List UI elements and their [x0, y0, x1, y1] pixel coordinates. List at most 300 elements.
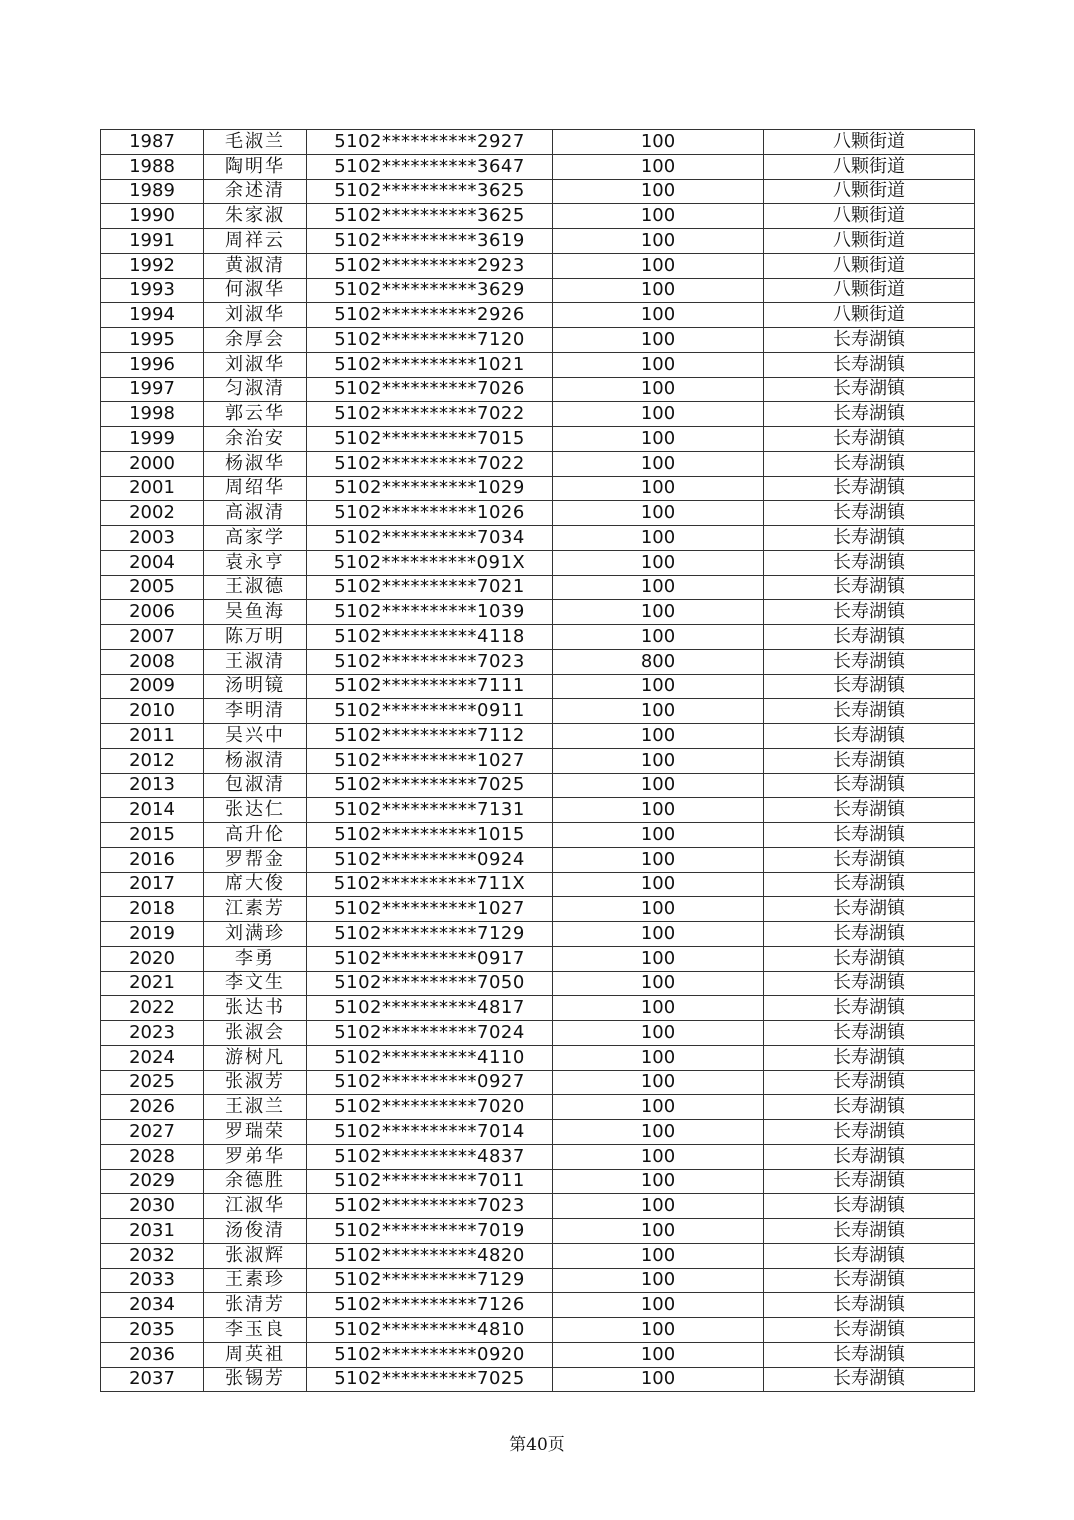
id-number-cell: 5102**********7025: [307, 1367, 553, 1392]
serial-number-cell: 1996: [101, 352, 204, 377]
serial-number-cell: 2037: [101, 1367, 204, 1392]
town-cell: 八颗街道: [764, 303, 975, 328]
serial-number-cell: 2006: [101, 600, 204, 625]
name-cell: 李勇: [204, 946, 307, 971]
amount-cell: 100: [553, 253, 764, 278]
name-cell: 王淑兰: [204, 1095, 307, 1120]
name-cell: 周绍华: [204, 476, 307, 501]
table-row: [101, 600, 975, 625]
table-row: [101, 377, 975, 402]
town-cell: 长寿湖镇: [764, 1095, 975, 1120]
amount-cell: 100: [553, 303, 764, 328]
id-number-cell: 5102**********0924: [307, 847, 553, 872]
table-row: [101, 773, 975, 798]
serial-number-cell: 1993: [101, 278, 204, 303]
name-cell: 吴鱼海: [204, 600, 307, 625]
name-cell: 黄淑清: [204, 253, 307, 278]
town-cell: 长寿湖镇: [764, 674, 975, 699]
amount-cell: 100: [553, 550, 764, 575]
serial-number-cell: 2033: [101, 1268, 204, 1293]
town-cell: 长寿湖镇: [764, 1194, 975, 1219]
table-row: [101, 996, 975, 1021]
table-row: [101, 872, 975, 897]
id-number-cell: 5102**********4110: [307, 1045, 553, 1070]
name-cell: 王素珍: [204, 1268, 307, 1293]
amount-cell: 100: [553, 996, 764, 1021]
town-cell: 长寿湖镇: [764, 501, 975, 526]
town-cell: 长寿湖镇: [764, 1021, 975, 1046]
town-cell: 长寿湖镇: [764, 1293, 975, 1318]
name-cell: 杨淑清: [204, 748, 307, 773]
name-cell: 陶明华: [204, 154, 307, 179]
serial-number-cell: 2015: [101, 823, 204, 848]
name-cell: 余德胜: [204, 1169, 307, 1194]
serial-number-cell: 2024: [101, 1045, 204, 1070]
table-row: [101, 649, 975, 674]
table-row: [101, 847, 975, 872]
town-cell: 长寿湖镇: [764, 823, 975, 848]
id-number-cell: 5102**********7025: [307, 773, 553, 798]
name-cell: 张清芳: [204, 1293, 307, 1318]
table-row: [101, 130, 975, 155]
name-cell: 张达仁: [204, 798, 307, 823]
serial-number-cell: 1988: [101, 154, 204, 179]
amount-cell: 100: [553, 1021, 764, 1046]
table-row: [101, 328, 975, 353]
table-row: [101, 1194, 975, 1219]
table-row: [101, 922, 975, 947]
town-cell: 长寿湖镇: [764, 649, 975, 674]
town-cell: 长寿湖镇: [764, 1045, 975, 1070]
serial-number-cell: 2036: [101, 1342, 204, 1367]
id-number-cell: 5102**********4118: [307, 625, 553, 650]
amount-cell: 100: [553, 847, 764, 872]
serial-number-cell: 1987: [101, 130, 204, 155]
amount-cell: 100: [553, 773, 764, 798]
id-number-cell: 5102**********2926: [307, 303, 553, 328]
amount-cell: 100: [553, 154, 764, 179]
town-cell: 长寿湖镇: [764, 1367, 975, 1392]
serial-number-cell: 1991: [101, 229, 204, 254]
name-cell: 张淑辉: [204, 1243, 307, 1268]
table-row: [101, 1169, 975, 1194]
amount-cell: 100: [553, 402, 764, 427]
town-cell: 长寿湖镇: [764, 352, 975, 377]
name-cell: 张淑会: [204, 1021, 307, 1046]
town-cell: 长寿湖镇: [764, 1268, 975, 1293]
id-number-cell: 5102**********3629: [307, 278, 553, 303]
roster-table-body: [101, 130, 975, 1392]
table-row: [101, 897, 975, 922]
table-row: [101, 1293, 975, 1318]
serial-number-cell: 2018: [101, 897, 204, 922]
table-row: [101, 179, 975, 204]
name-cell: 包淑清: [204, 773, 307, 798]
town-cell: 长寿湖镇: [764, 476, 975, 501]
name-cell: 席大俊: [204, 872, 307, 897]
amount-cell: 100: [553, 971, 764, 996]
name-cell: 李明清: [204, 699, 307, 724]
table-row: [101, 278, 975, 303]
roster-table: [100, 129, 975, 1392]
name-cell: 余厚会: [204, 328, 307, 353]
serial-number-cell: 2030: [101, 1194, 204, 1219]
name-cell: 王淑德: [204, 575, 307, 600]
table-row: [101, 1342, 975, 1367]
table-row: [101, 427, 975, 452]
amount-cell: 100: [553, 872, 764, 897]
id-number-cell: 5102**********7011: [307, 1169, 553, 1194]
serial-number-cell: 2031: [101, 1219, 204, 1244]
table-row: [101, 402, 975, 427]
id-number-cell: 5102**********7019: [307, 1219, 553, 1244]
table-row: [101, 303, 975, 328]
amount-cell: 100: [553, 526, 764, 551]
town-cell: 八颗街道: [764, 154, 975, 179]
id-number-cell: 5102**********7026: [307, 377, 553, 402]
serial-number-cell: 2005: [101, 575, 204, 600]
town-cell: 长寿湖镇: [764, 798, 975, 823]
name-cell: 刘淑华: [204, 303, 307, 328]
id-number-cell: 5102**********4810: [307, 1318, 553, 1343]
page-number: 第40页: [509, 1435, 565, 1455]
serial-number-cell: 1998: [101, 402, 204, 427]
amount-cell: 100: [553, 922, 764, 947]
town-cell: 长寿湖镇: [764, 897, 975, 922]
id-number-cell: 5102**********7023: [307, 1194, 553, 1219]
amount-cell: 100: [553, 229, 764, 254]
table-row: [101, 1021, 975, 1046]
town-cell: 长寿湖镇: [764, 1318, 975, 1343]
id-number-cell: 5102**********711X: [307, 872, 553, 897]
serial-number-cell: 2025: [101, 1070, 204, 1095]
table-row: [101, 1268, 975, 1293]
id-number-cell: 5102**********7131: [307, 798, 553, 823]
serial-number-cell: 2021: [101, 971, 204, 996]
serial-number-cell: 2010: [101, 699, 204, 724]
amount-cell: 100: [553, 1318, 764, 1343]
town-cell: 长寿湖镇: [764, 328, 975, 353]
name-cell: 汤明镜: [204, 674, 307, 699]
amount-cell: 100: [553, 798, 764, 823]
table-row: [101, 625, 975, 650]
table-row: [101, 699, 975, 724]
id-number-cell: 5102**********3625: [307, 204, 553, 229]
serial-number-cell: 2034: [101, 1293, 204, 1318]
amount-cell: 100: [553, 724, 764, 749]
name-cell: 匀淑清: [204, 377, 307, 402]
serial-number-cell: 2013: [101, 773, 204, 798]
town-cell: 长寿湖镇: [764, 922, 975, 947]
amount-cell: 100: [553, 1120, 764, 1145]
town-cell: 长寿湖镇: [764, 451, 975, 476]
amount-cell: 100: [553, 625, 764, 650]
id-number-cell: 5102**********7014: [307, 1120, 553, 1145]
id-number-cell: 5102**********0911: [307, 699, 553, 724]
name-cell: 高淑清: [204, 501, 307, 526]
town-cell: 长寿湖镇: [764, 1120, 975, 1145]
table-row: [101, 154, 975, 179]
table-row: [101, 204, 975, 229]
id-number-cell: 5102**********1039: [307, 600, 553, 625]
amount-cell: 100: [553, 1144, 764, 1169]
name-cell: 张达书: [204, 996, 307, 1021]
serial-number-cell: 2009: [101, 674, 204, 699]
serial-number-cell: 2020: [101, 946, 204, 971]
table-row: [101, 575, 975, 600]
amount-cell: 100: [553, 1194, 764, 1219]
serial-number-cell: 1989: [101, 179, 204, 204]
town-cell: 八颗街道: [764, 278, 975, 303]
amount-cell: 100: [553, 427, 764, 452]
town-cell: 长寿湖镇: [764, 996, 975, 1021]
name-cell: 李文生: [204, 971, 307, 996]
amount-cell: 100: [553, 328, 764, 353]
amount-cell: 100: [553, 946, 764, 971]
serial-number-cell: 2022: [101, 996, 204, 1021]
amount-cell: 100: [553, 1095, 764, 1120]
town-cell: 长寿湖镇: [764, 1169, 975, 1194]
name-cell: 吴兴中: [204, 724, 307, 749]
id-number-cell: 5102**********7120: [307, 328, 553, 353]
serial-number-cell: 2028: [101, 1144, 204, 1169]
town-cell: 长寿湖镇: [764, 946, 975, 971]
amount-cell: 100: [553, 674, 764, 699]
town-cell: 长寿湖镇: [764, 550, 975, 575]
town-cell: 长寿湖镇: [764, 377, 975, 402]
id-number-cell: 5102**********7023: [307, 649, 553, 674]
id-number-cell: 5102**********4837: [307, 1144, 553, 1169]
table-row: [101, 971, 975, 996]
serial-number-cell: 2032: [101, 1243, 204, 1268]
id-number-cell: 5102**********7034: [307, 526, 553, 551]
serial-number-cell: 2035: [101, 1318, 204, 1343]
serial-number-cell: 2000: [101, 451, 204, 476]
id-number-cell: 5102**********7024: [307, 1021, 553, 1046]
id-number-cell: 5102**********3647: [307, 154, 553, 179]
amount-cell: 100: [553, 130, 764, 155]
amount-cell: 100: [553, 451, 764, 476]
town-cell: 长寿湖镇: [764, 847, 975, 872]
table-row: [101, 674, 975, 699]
name-cell: 罗帮金: [204, 847, 307, 872]
town-cell: 长寿湖镇: [764, 699, 975, 724]
serial-number-cell: 2008: [101, 649, 204, 674]
amount-cell: 100: [553, 600, 764, 625]
name-cell: 余述清: [204, 179, 307, 204]
name-cell: 周英祖: [204, 1342, 307, 1367]
table-row: [101, 946, 975, 971]
name-cell: 陈万明: [204, 625, 307, 650]
name-cell: 郭云华: [204, 402, 307, 427]
serial-number-cell: 1994: [101, 303, 204, 328]
table-row: [101, 1045, 975, 1070]
id-number-cell: 5102**********0917: [307, 946, 553, 971]
amount-cell: 100: [553, 1219, 764, 1244]
amount-cell: 100: [553, 699, 764, 724]
id-number-cell: 5102**********0927: [307, 1070, 553, 1095]
town-cell: 八颗街道: [764, 130, 975, 155]
town-cell: 长寿湖镇: [764, 427, 975, 452]
serial-number-cell: 2019: [101, 922, 204, 947]
serial-number-cell: 1997: [101, 377, 204, 402]
id-number-cell: 5102**********7112: [307, 724, 553, 749]
amount-cell: 100: [553, 748, 764, 773]
name-cell: 袁永亨: [204, 550, 307, 575]
amount-cell: 800: [553, 649, 764, 674]
id-number-cell: 5102**********091X: [307, 550, 553, 575]
name-cell: 刘满珍: [204, 922, 307, 947]
table-row: [101, 229, 975, 254]
amount-cell: 100: [553, 1045, 764, 1070]
serial-number-cell: 2004: [101, 550, 204, 575]
name-cell: 游树凡: [204, 1045, 307, 1070]
table-row: [101, 1219, 975, 1244]
serial-number-cell: 2007: [101, 625, 204, 650]
id-number-cell: 5102**********3625: [307, 179, 553, 204]
table-row: [101, 748, 975, 773]
id-number-cell: 5102**********3619: [307, 229, 553, 254]
name-cell: 罗弟华: [204, 1144, 307, 1169]
table-row: [101, 451, 975, 476]
amount-cell: 100: [553, 352, 764, 377]
name-cell: 江素芳: [204, 897, 307, 922]
id-number-cell: 5102**********7021: [307, 575, 553, 600]
serial-number-cell: 2003: [101, 526, 204, 551]
serial-number-cell: 1995: [101, 328, 204, 353]
id-number-cell: 5102**********1021: [307, 352, 553, 377]
table-row: [101, 253, 975, 278]
amount-cell: 100: [553, 1342, 764, 1367]
name-cell: 汤俊清: [204, 1219, 307, 1244]
amount-cell: 100: [553, 501, 764, 526]
table-row: [101, 724, 975, 749]
serial-number-cell: 2014: [101, 798, 204, 823]
amount-cell: 100: [553, 204, 764, 229]
town-cell: 长寿湖镇: [764, 1243, 975, 1268]
serial-number-cell: 2027: [101, 1120, 204, 1145]
amount-cell: 100: [553, 1293, 764, 1318]
table-row: [101, 476, 975, 501]
table-row: [101, 1095, 975, 1120]
id-number-cell: 5102**********4817: [307, 996, 553, 1021]
id-number-cell: 5102**********7126: [307, 1293, 553, 1318]
town-cell: 长寿湖镇: [764, 526, 975, 551]
table-row: [101, 1144, 975, 1169]
name-cell: 毛淑兰: [204, 130, 307, 155]
town-cell: 长寿湖镇: [764, 773, 975, 798]
id-number-cell: 5102**********7050: [307, 971, 553, 996]
town-cell: 长寿湖镇: [764, 402, 975, 427]
table-row: [101, 1070, 975, 1095]
name-cell: 高家学: [204, 526, 307, 551]
table-row: [101, 1367, 975, 1392]
amount-cell: 100: [553, 1243, 764, 1268]
name-cell: 高升伦: [204, 823, 307, 848]
town-cell: 长寿湖镇: [764, 1144, 975, 1169]
serial-number-cell: 2017: [101, 872, 204, 897]
town-cell: 长寿湖镇: [764, 971, 975, 996]
amount-cell: 100: [553, 1367, 764, 1392]
town-cell: 长寿湖镇: [764, 872, 975, 897]
name-cell: 余治安: [204, 427, 307, 452]
town-cell: 长寿湖镇: [764, 1070, 975, 1095]
id-number-cell: 5102**********1029: [307, 476, 553, 501]
town-cell: 长寿湖镇: [764, 625, 975, 650]
table-row: [101, 823, 975, 848]
id-number-cell: 5102**********7020: [307, 1095, 553, 1120]
serial-number-cell: 2026: [101, 1095, 204, 1120]
table-row: [101, 798, 975, 823]
serial-number-cell: 2011: [101, 724, 204, 749]
amount-cell: 100: [553, 897, 764, 922]
serial-number-cell: 2023: [101, 1021, 204, 1046]
table-row: [101, 550, 975, 575]
name-cell: 李玉良: [204, 1318, 307, 1343]
table-row: [101, 501, 975, 526]
id-number-cell: 5102**********1015: [307, 823, 553, 848]
table-row: [101, 1243, 975, 1268]
name-cell: 朱家淑: [204, 204, 307, 229]
amount-cell: 100: [553, 377, 764, 402]
name-cell: 张淑芳: [204, 1070, 307, 1095]
table-row: [101, 352, 975, 377]
id-number-cell: 5102**********0920: [307, 1342, 553, 1367]
id-number-cell: 5102**********1027: [307, 748, 553, 773]
name-cell: 杨淑华: [204, 451, 307, 476]
id-number-cell: 5102**********7129: [307, 1268, 553, 1293]
serial-number-cell: 2001: [101, 476, 204, 501]
id-number-cell: 5102**********7129: [307, 922, 553, 947]
id-number-cell: 5102**********7022: [307, 402, 553, 427]
name-cell: 刘淑华: [204, 352, 307, 377]
town-cell: 长寿湖镇: [764, 724, 975, 749]
amount-cell: 100: [553, 823, 764, 848]
name-cell: 王淑清: [204, 649, 307, 674]
id-number-cell: 5102**********1026: [307, 501, 553, 526]
table-row: [101, 526, 975, 551]
serial-number-cell: 2012: [101, 748, 204, 773]
id-number-cell: 5102**********7111: [307, 674, 553, 699]
table-row: [101, 1318, 975, 1343]
amount-cell: 100: [553, 1169, 764, 1194]
amount-cell: 100: [553, 575, 764, 600]
serial-number-cell: 1990: [101, 204, 204, 229]
name-cell: 罗瑞荣: [204, 1120, 307, 1145]
id-number-cell: 5102**********2927: [307, 130, 553, 155]
serial-number-cell: 2029: [101, 1169, 204, 1194]
town-cell: 八颗街道: [764, 253, 975, 278]
id-number-cell: 5102**********1027: [307, 897, 553, 922]
town-cell: 长寿湖镇: [764, 575, 975, 600]
serial-number-cell: 2002: [101, 501, 204, 526]
town-cell: 长寿湖镇: [764, 600, 975, 625]
amount-cell: 100: [553, 476, 764, 501]
town-cell: 八颗街道: [764, 204, 975, 229]
id-number-cell: 5102**********7022: [307, 451, 553, 476]
amount-cell: 100: [553, 179, 764, 204]
serial-number-cell: 1999: [101, 427, 204, 452]
town-cell: 长寿湖镇: [764, 1219, 975, 1244]
amount-cell: 100: [553, 1070, 764, 1095]
id-number-cell: 5102**********7015: [307, 427, 553, 452]
name-cell: 张锡芳: [204, 1367, 307, 1392]
name-cell: 何淑华: [204, 278, 307, 303]
town-cell: 长寿湖镇: [764, 748, 975, 773]
id-number-cell: 5102**********2923: [307, 253, 553, 278]
town-cell: 八颗街道: [764, 179, 975, 204]
name-cell: 江淑华: [204, 1194, 307, 1219]
